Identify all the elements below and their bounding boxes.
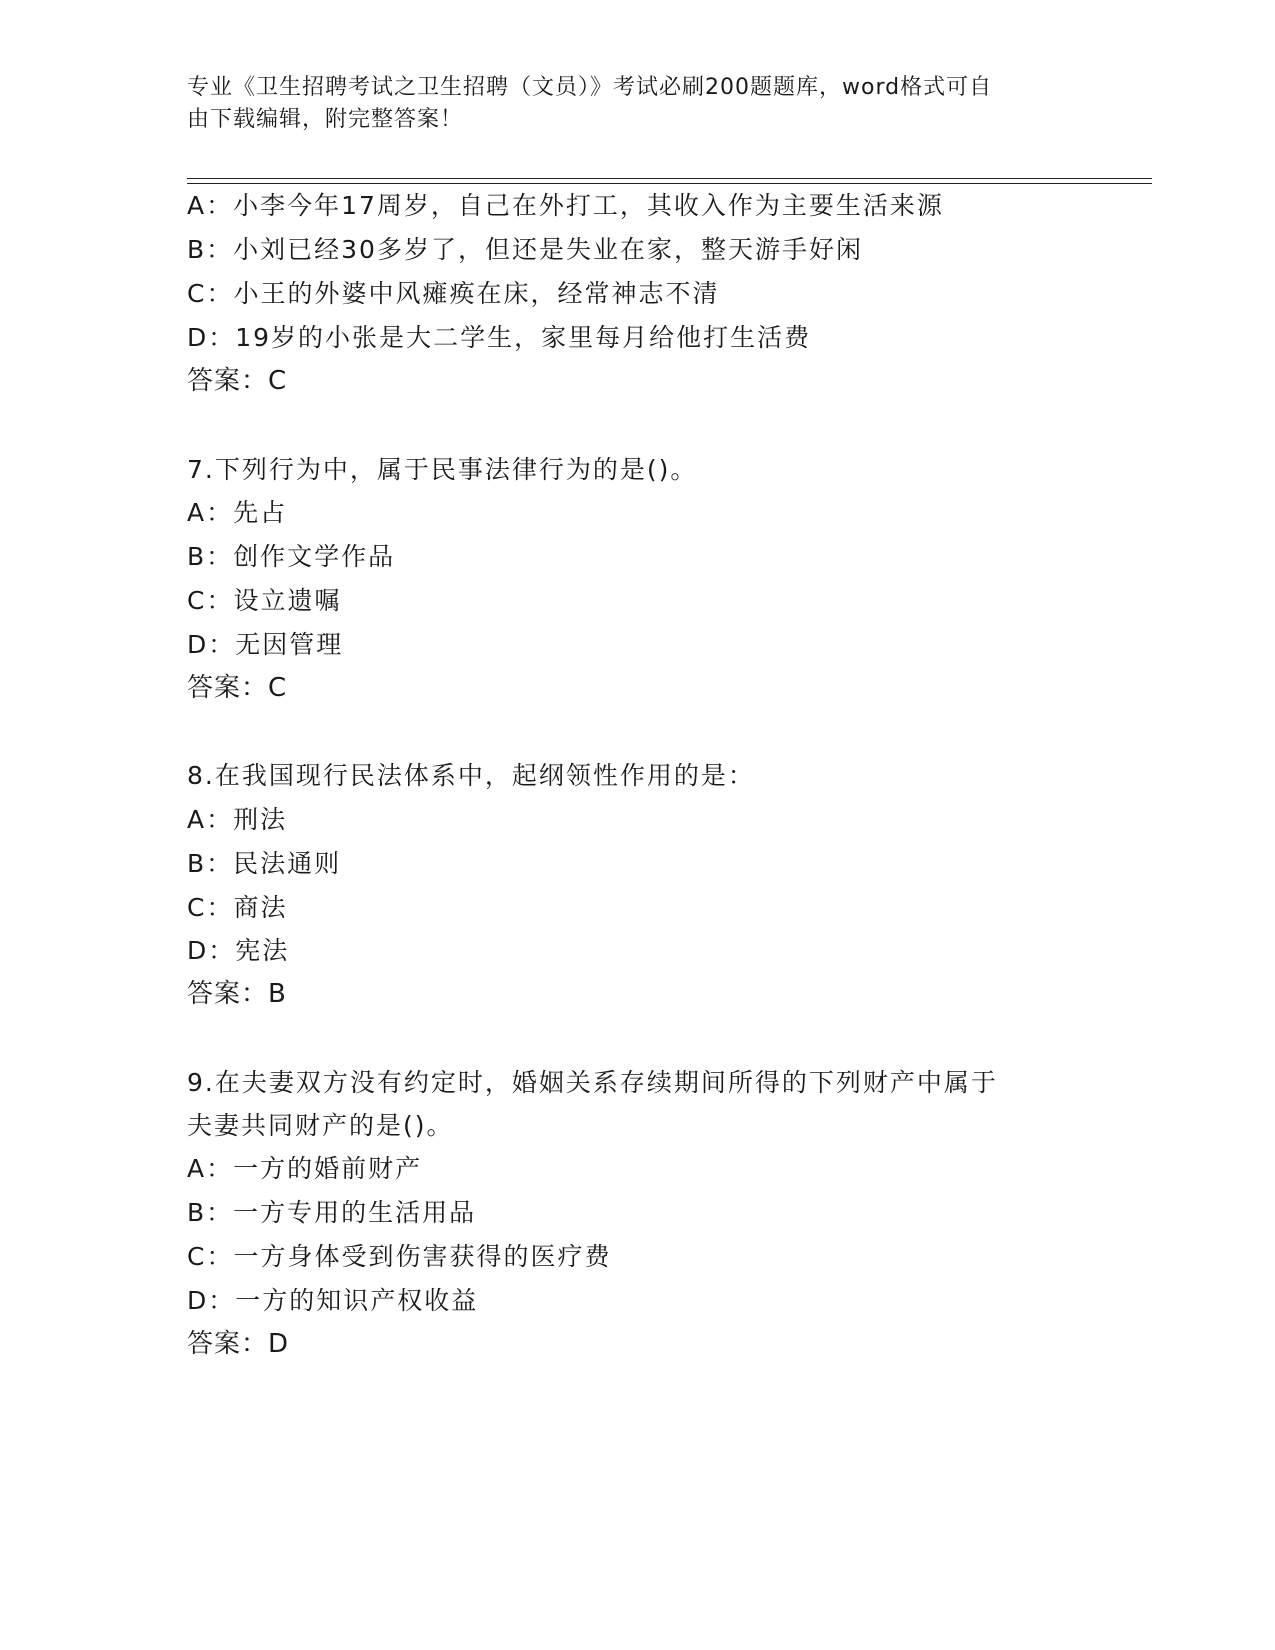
q8-answer: 答案：B (187, 979, 287, 1009)
header-divider-top (187, 178, 1152, 179)
q6-option-b: B：小刘已经30多岁了，但还是失业在家，整天游手好闲 (187, 235, 863, 264)
q9-option-d: D：一方的知识产权收益 (187, 1286, 479, 1315)
q9-option-b: B：一方专用的生活用品 (187, 1198, 477, 1227)
q6-option-a: A：小李今年17周岁，自己在外打工，其收入作为主要生活来源 (187, 191, 944, 220)
q9-question-line-1: 9.在夫妻双方没有约定时，婚姻关系存续期间所得的下列财产中属于 (187, 1068, 998, 1097)
q7-option-a: A：先占 (187, 498, 288, 527)
q7-question: 7.下列行为中，属于民事法律行为的是()。 (187, 455, 698, 484)
document-header (187, 72, 1067, 136)
q8-question: 8.在我国现行民法体系中，起纲领性作用的是： (187, 761, 755, 790)
q9-answer: 答案：D (187, 1329, 290, 1359)
q7-option-d: D：无因管理 (187, 630, 344, 659)
q9-question-line-2: 夫妻共同财产的是()。 (187, 1111, 454, 1140)
q9-option-a: A：一方的婚前财产 (187, 1154, 423, 1183)
q6-option-d: D：19岁的小张是大二学生，家里每月给他打生活费 (187, 323, 812, 352)
q6-option-c: C：小王的外婆中风瘫痪在床，经常神志不清 (187, 279, 720, 308)
q8-option-c: C：商法 (187, 893, 288, 922)
q8-option-d: D：宪法 (187, 936, 290, 965)
q8-option-b: B：民法通则 (187, 849, 342, 878)
q8-option-a: A：刑法 (187, 805, 288, 834)
q7-answer: 答案：C (187, 673, 288, 703)
q7-option-b: B：创作文学作品 (187, 542, 396, 571)
q7-option-c: C：设立遗嘱 (187, 586, 342, 615)
q6-answer: 答案：C (187, 366, 288, 396)
q9-option-c: C：一方身体受到伤害获得的医疗费 (187, 1242, 612, 1271)
header-line-2: 由下载编辑，附完整答案！ (187, 107, 464, 132)
header-line-1: 专业《卫生招聘考试之卫生招聘（文员）》考试必刷200题题库，word格式可自 (187, 75, 993, 100)
header-divider-bottom (187, 183, 1152, 184)
